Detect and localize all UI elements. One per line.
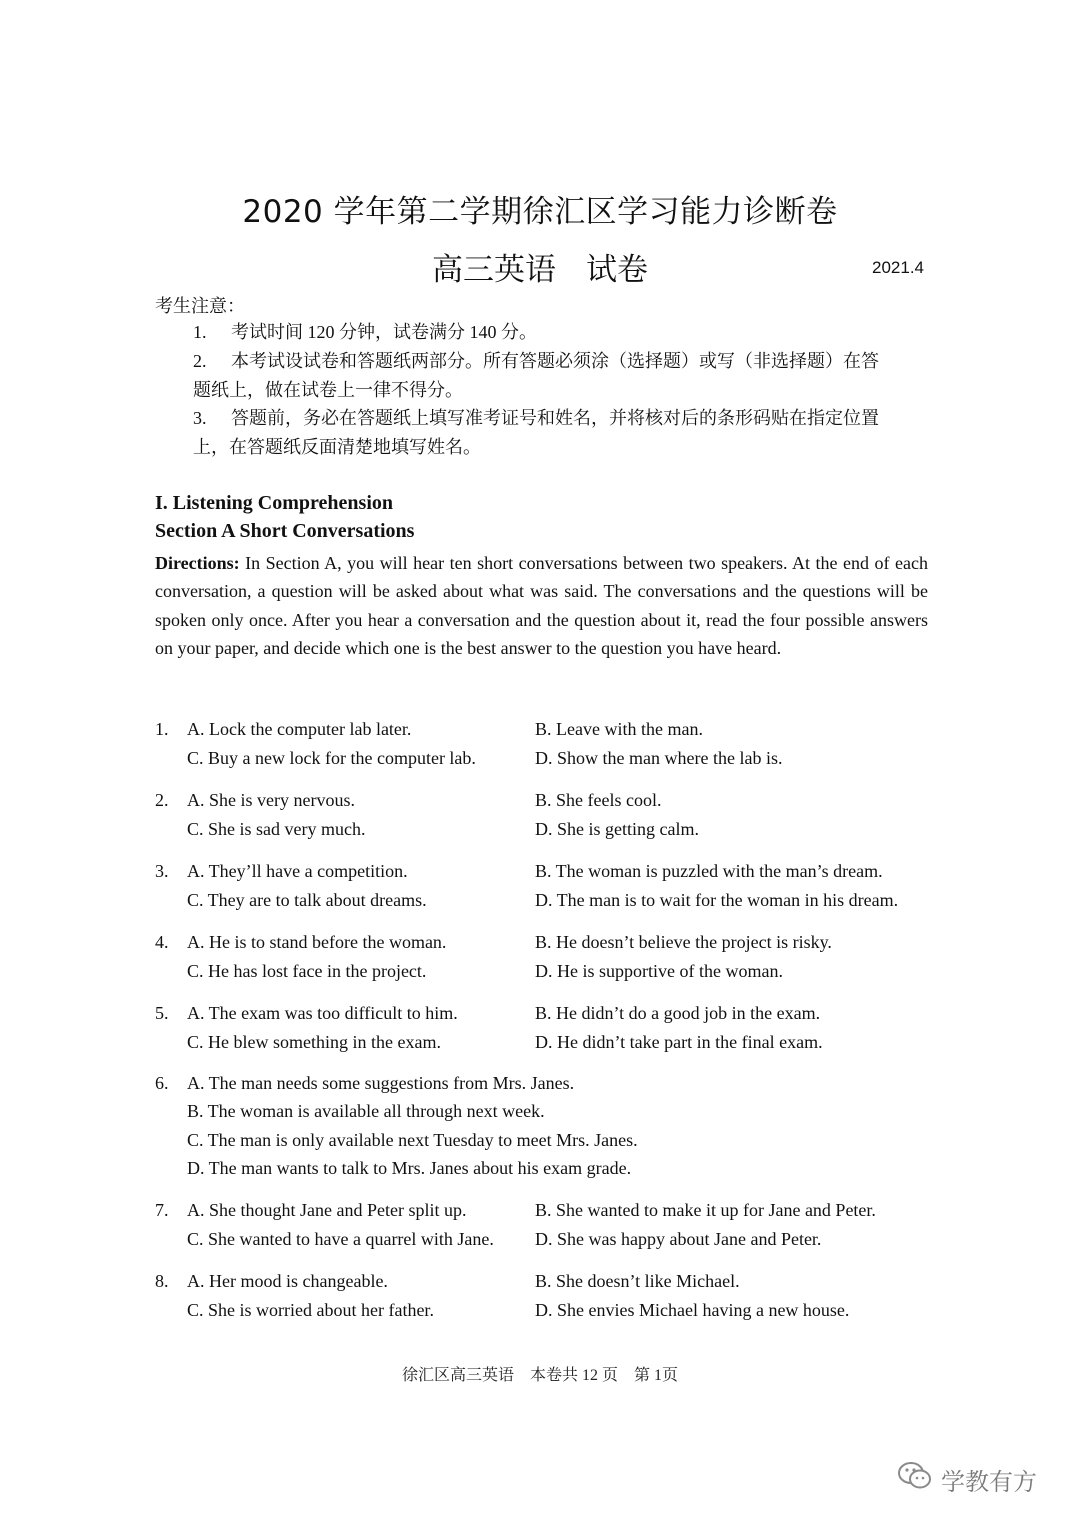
- question: [155, 1271, 935, 1331]
- option-b: B. The woman is available all through next week.: [187, 1101, 545, 1121]
- notice-text: 本考试设试卷和答题纸两部分。所有答题必须涂（选择题）或写（非选择题）在答: [231, 351, 879, 371]
- directions: [155, 549, 928, 663]
- question: [155, 1003, 935, 1063]
- option-b: B. He didn’t do a good job in the exam.: [535, 1003, 821, 1023]
- question-number: 3.: [155, 861, 169, 881]
- notice-number: 3.: [193, 408, 207, 428]
- question-number: 1.: [155, 719, 169, 739]
- notice-text: 答题前，务必在答题纸上填写准考证号和姓名，并将核对后的条形码贴在指定位置: [231, 408, 879, 428]
- directions-text: In Section A, you will hear ten short conversations between two speakers. At the end of each conversation, a question will be asked about what was said. The conversations and the questions will be spoken only once. After you hear a conversation and the question about it, read the four possible answers on your paper, and decide which one is the best answer to the question you have heard.: [155, 553, 928, 659]
- option-c: C. She wanted to have a quarrel with Jane.: [187, 1229, 494, 1249]
- question: [155, 790, 935, 850]
- option-a: A. She is very nervous.: [187, 790, 355, 810]
- notice-text-cont: 上，在答题纸反面清楚地填写姓名。: [193, 436, 481, 457]
- option-b: B. She wanted to make it up for Jane and Peter.: [535, 1200, 876, 1220]
- option-c: C. Buy a new lock for the computer lab.: [187, 748, 476, 768]
- notice-number: 2.: [193, 351, 207, 371]
- exam-date: 2021.4: [872, 258, 924, 277]
- part-heading: I. Listening Comprehension: [155, 492, 394, 514]
- notice-text: 考试时间 120 分钟，试卷满分 140 分。: [231, 322, 537, 342]
- option-a: A. Lock the computer lab later.: [187, 719, 412, 739]
- question-number: 2.: [155, 790, 169, 810]
- option-d: D. The man wants to talk to Mrs. Janes about his exam grade.: [187, 1158, 632, 1178]
- option-a: A. The man needs some suggestions from Mrs. Janes.: [187, 1073, 575, 1093]
- subject-label: 高三英语: [432, 252, 556, 288]
- option-c: C. They are to talk about dreams.: [187, 890, 427, 910]
- option-d: D. She envies Michael having a new house.: [535, 1300, 850, 1320]
- option-d: D. She was happy about Jane and Peter.: [535, 1229, 822, 1249]
- watermark-text: 学教有方: [941, 1467, 1037, 1496]
- option-a: A. They’ll have a competition.: [187, 861, 408, 881]
- section-heading: Section A Short Conversations: [155, 520, 415, 542]
- question: [155, 861, 935, 921]
- question-number: 8.: [155, 1271, 169, 1291]
- option-b: B. Leave with the man.: [535, 719, 703, 739]
- question: [155, 719, 935, 779]
- question-number: 7.: [155, 1200, 169, 1220]
- notice-item: [155, 347, 930, 404]
- option-d: D. She is getting calm.: [535, 819, 699, 839]
- notice-heading: 考生注意：: [155, 296, 245, 316]
- option-c: C. The man is only available next Tuesday to meet Mrs. Janes.: [187, 1130, 638, 1150]
- option-a: A. Her mood is changeable.: [187, 1271, 388, 1291]
- notice-number: 1.: [193, 322, 207, 342]
- option-a: A. He is to stand before the woman.: [187, 932, 447, 952]
- option-c: C. He has lost face in the project.: [187, 961, 427, 981]
- option-c: C. He blew something in the exam.: [187, 1032, 441, 1052]
- directions-label: Directions:: [155, 553, 240, 573]
- paper-label: 试卷: [586, 252, 648, 288]
- exam-title: 2020 学年第二学期徐汇区学习能力诊断卷: [242, 194, 838, 230]
- option-d: D. Show the man where the lab is.: [535, 748, 783, 768]
- question: [155, 1200, 935, 1260]
- option-b: B. She doesn’t like Michael.: [535, 1271, 740, 1291]
- option-d: D. The man is to wait for the woman in his dream.: [535, 890, 899, 910]
- wechat-icon: [897, 1461, 941, 1497]
- option-a: A. The exam was too difficult to him.: [187, 1003, 458, 1023]
- notice-item: [155, 404, 930, 461]
- question-number: 6.: [155, 1073, 169, 1093]
- page-footer: 徐汇区高三英语 本卷共 12 页 第 1页: [401, 1367, 678, 1384]
- option-d: D. He is supportive of the woman.: [535, 961, 783, 981]
- question-number: 4.: [155, 932, 169, 952]
- option-c: C. She is worried about her father.: [187, 1300, 434, 1320]
- question-number: 5.: [155, 1003, 169, 1023]
- option-b: B. The woman is puzzled with the man’s dream.: [535, 861, 883, 881]
- question: [155, 1073, 935, 1191]
- question: [155, 932, 935, 992]
- option-c: C. She is sad very much.: [187, 819, 366, 839]
- option-b: B. He doesn’t believe the project is risky.: [535, 932, 832, 952]
- notice-item: [155, 318, 930, 347]
- notice-text-cont: 题纸上，做在试卷上一律不得分。: [193, 379, 463, 400]
- option-d: D. He didn’t take part in the final exam.: [535, 1032, 823, 1052]
- watermark: [897, 1461, 1037, 1497]
- option-b: B. She feels cool.: [535, 790, 662, 810]
- option-a: A. She thought Jane and Peter split up.: [187, 1200, 467, 1220]
